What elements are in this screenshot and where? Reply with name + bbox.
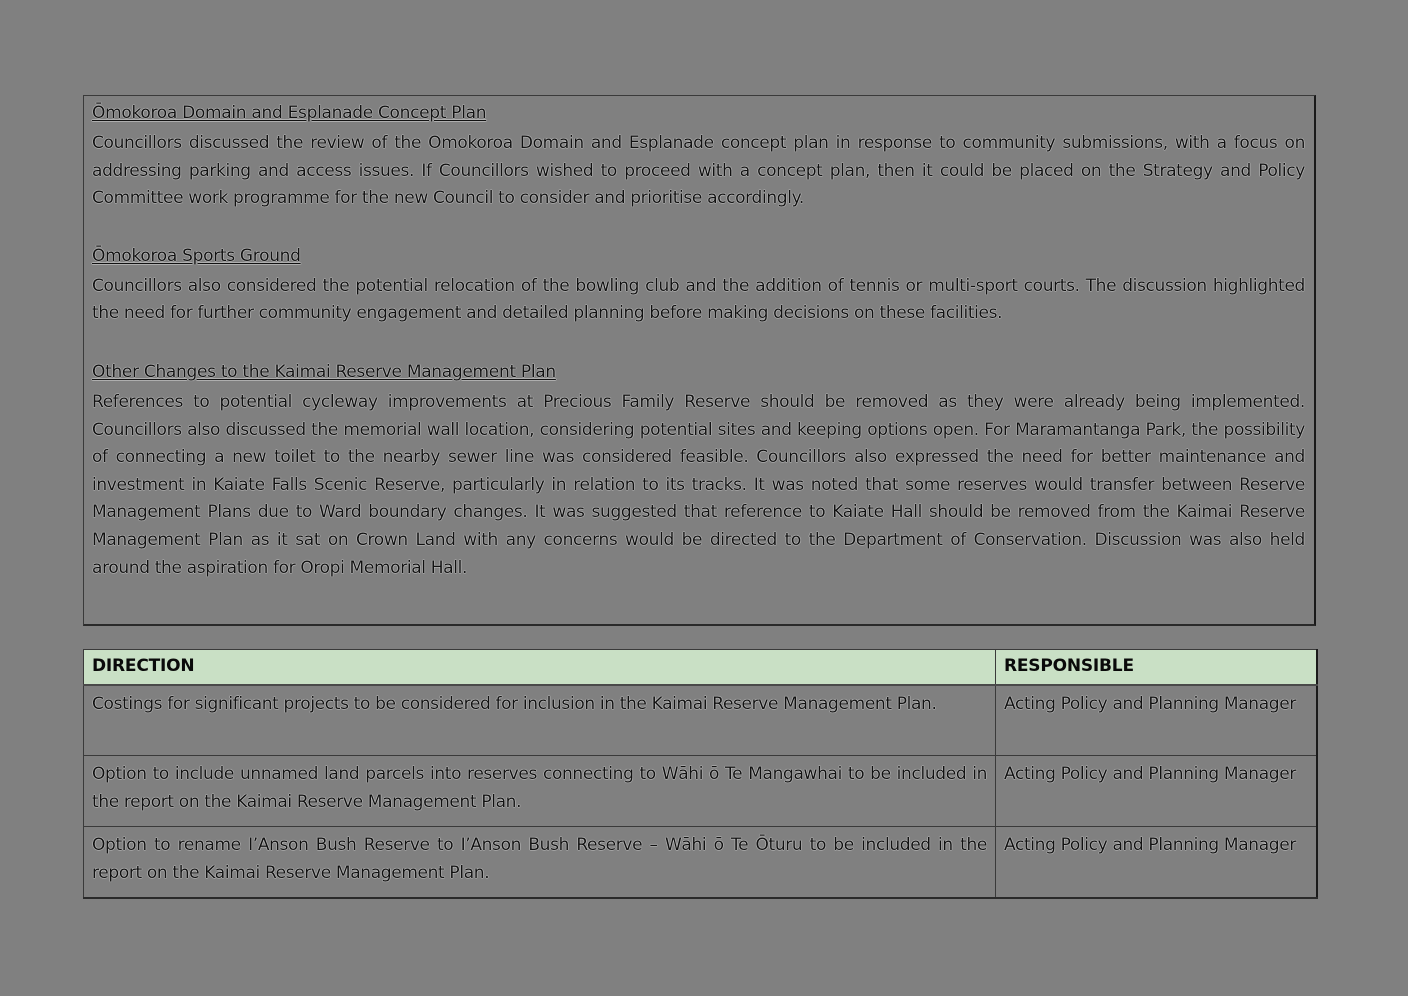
section-kaimai-other-changes [92, 361, 1305, 582]
section-heading: Ōmokoroa Sports Ground [92, 245, 301, 266]
responsible-cell: Acting Policy and Planning Manager [996, 685, 1317, 756]
section-body: Councillors also considered the potential relocation of the bowling club and the addition of tennis or multi-sport courts. The discussion highlighted the need for further community engagement and detailed planning before making decisions on these facilities. [92, 275, 1305, 324]
direction-table [83, 649, 1318, 899]
table-row [84, 756, 1317, 827]
section-heading: Other Changes to the Kaimai Reserve Management Plan [92, 361, 556, 382]
section-heading: Ōmokoroa Domain and Esplanade Concept Plan [92, 103, 487, 123]
direction-cell: Option to rename I’Anson Bush Reserve to I’Anson Bush Reserve – Wāhi ō Te Ōturu to be included in the report on the Kaimai Reserve Management Plan. [84, 827, 996, 898]
minutes-discussion-box [83, 95, 1316, 626]
section-omokoroa-domain [92, 102, 1305, 213]
table-row [84, 827, 1317, 898]
table-row [84, 685, 1317, 756]
table-header-row [84, 650, 1317, 685]
section-omokoroa-sports-ground [92, 245, 1305, 328]
direction-cell: Option to include unnamed land parcels into reserves connecting to Wāhi ō Te Mangawhai to be included in the report on the Kaimai Reserve Management Plan. [84, 756, 996, 827]
responsible-cell: Acting Policy and Planning Manager [996, 756, 1317, 827]
section-body: References to potential cycleway improvements at Precious Family Reserve should be removed as they were already being implemented. Councillors also discussed the memorial wall location, considering potential sites and keeping options open. For Maramantanga Park, the possibility of connecting a new toilet to the nearby sewer line was considered feasible. Councillors also expressed the need for better maintenance and investment in Kaiate Falls Scenic Reserve, particularly in relation to its tracks. It was noted that some reserves would transfer between Reserve Management Plans due to Ward boundary changes. It was suggested that reference to Kaiate Hall should be removed from the Kaimai Reserve Management Plan as it sat on Crown Land with any concerns would be directed to the Department of Conservation. Discussion was also held around the aspiration for Oropi Memorial Hall. [92, 391, 1305, 578]
header-direction: DIRECTION [84, 650, 996, 685]
direction-cell: Costings for significant projects to be considered for inclusion in the Kaimai Reserve Management Plan. [84, 685, 996, 756]
section-body: Councillors discussed the review of the Omokoroa Domain and Esplanade concept plan in response to community submissions, with a focus on addressing parking and access issues. If Councillors wished to proceed with a concept plan, then it could be placed on the Strategy and Policy Committee work programme for the new Council to consider and prioritise accordingly. [92, 133, 1305, 209]
header-responsible: RESPONSIBLE [996, 650, 1317, 685]
responsible-cell: Acting Policy and Planning Manager [996, 827, 1317, 898]
